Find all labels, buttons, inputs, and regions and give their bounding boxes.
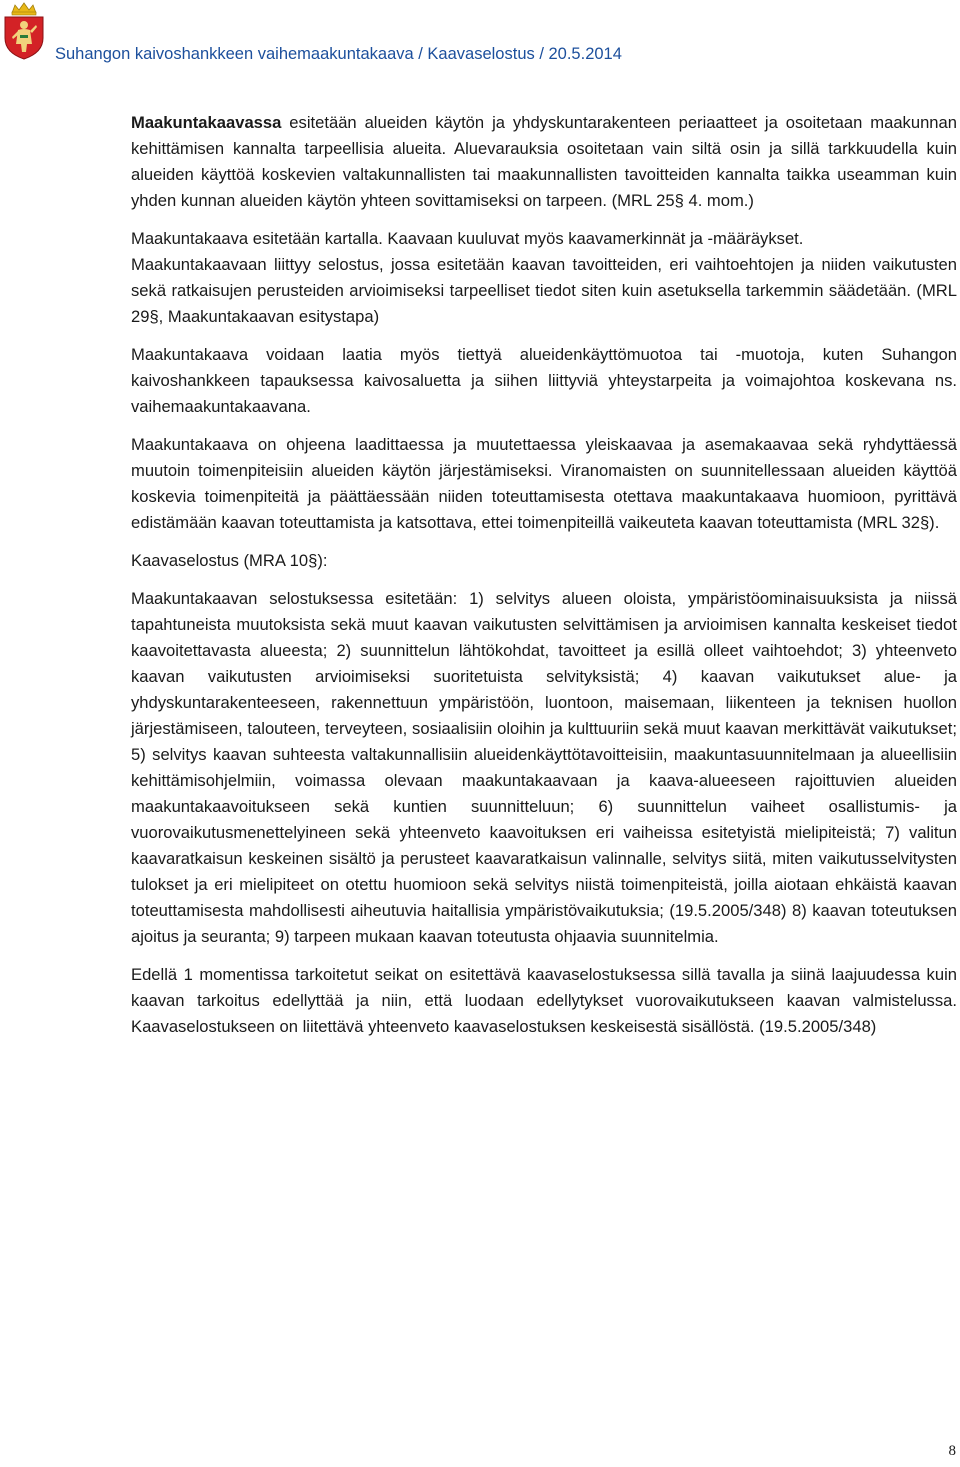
page-number: 8 [948, 1443, 956, 1459]
section-heading-kaavaselostus: Kaavaselostus (MRA 10§): [131, 551, 328, 570]
paragraph-selostuksen-sisalto: Maakuntakaavan selostuksessa esitetään: 1) selvitys alueen oloista, ympäristöominaisuuksista ja niissä tapahtuneista muutoksista sekä muut kaavan vaikutusten selvittämisen ja arvioimisen kannalta keskeiset tiedot kaavoitettavasta alueesta; 2) suunnittelun lähtökohdat, tavoitteet ja esillä olleet vaihtoehdot; 3) yhteenveto kaavan vaikutusten arvioimiseksi suoritetuista selvityksistä; 4) kaavan vaikutukset alue- ja yhdyskuntarakenteeseen, rakennettuun ympäristöön, luontoon, maisemaan, liikenteen ja teknisen huollon järjestämiseen, talouteen, terveyteen, sosiaalisiin oloihin ja kulttuuriin sekä muut kaavan merkittävät vaikutukset; 5) selvitys kaavan suhteesta valtakunnallisiin alueidenkäyttötavoitteisiin, maakuntasuunnitelmaan ja alueellisiin kehittämisohjelmiin, voimassa olevaan maakuntakaavaan ja kaava-alueeseen rajoittuvien alueiden maakuntakaavoitukseen sekä kuntien suunnitteluun; 6) suunnittelun vaiheet osallistumis- ja vuorovaikutusmenettelyineen sekä yhteenveto kaavoituksen eri vaiheissa esitetyistä mielipiteistä; 7) valitun kaavaratkaisun keskeinen sisältö ja perusteet kaavaratkaisun valinnalle, selvitys siitä, miten vaikutusselvitysten tulokset ja eri mielipiteet on otettu huomioon sekä selvitys niistä toimenpiteistä, joilla aiotaan ehkäistä kaavan toteuttamisesta mahdollisesti aiheutuvia haitallisia ympäristövaikutuksia; (19.5.2005/348) 8) kaavan toteutuksen ajoitus ja seuranta; 9) tarpeen mukaan kaavan toteutusta ohjaavia suunnitelmia. [131, 589, 957, 946]
term-maakuntakaavassa: Maakuntakaavassa [131, 113, 282, 132]
paragraph-selostus: Maakuntakaavaan liittyy selostus, jossa esitetään kaavan tavoitteiden, eri vaihtoehtojen ja niiden vaikutusten sekä ratkaisujen perusteiden arvioimiseksi tarpeelliset tiedot siten kuin asetuksella tarkemmin säädetään. (MRL 29§, Maakuntakaavan esitystapa) [131, 255, 957, 326]
paragraph-maakuntakaava-definition [131, 110, 957, 214]
document-body [131, 110, 957, 1052]
page-header [0, 0, 960, 70]
paragraph-edella: Edellä 1 momentissa tarkoitetut seikat on esitettävä kaavaselostuksessa sillä tavalla ja siinä laajuudessa kuin kaavan tarkoitus edellyttää ja niin, että luodaan edellytykset vuorovaikutukseen kaavan valmistelussa. Kaavaselostukseen on liitettävä yhteenveto kaavaselostuksen keskeisestä sisällöstä. (19.5.2005/348) [131, 965, 957, 1036]
paragraph-kartalla: Maakuntakaava esitetään kartalla. Kaavaan kuuluvat myös kaavamerkinnät ja -määräykset. [131, 229, 804, 248]
paragraph-vaihemaakuntakaava: Maakuntakaava voidaan laatia myös tiettyä alueidenkäyttömuotoa tai -muotoja, kuten Suhangon kaivoshankkeen tapauksessa kaivosaluetta ja siihen liittyviä yhteystarpeita ja voimajohtoa koskevana ns. vaihemaakuntakaavana. [131, 345, 957, 416]
document-header-title: Suhangon kaivoshankkeen vaihemaakuntakaava / Kaavaselostus / 20.5.2014 [55, 45, 622, 63]
paragraph-text: esitetään alueiden käytön ja yhdyskuntarakenteen periaatteet ja osoitetaan maakunnan kehittämisen kannalta tarpeellisia alueita. Aluevarauksia osoitetaan vain siltä osin ja sillä tarkkuudella kuin alueiden käyttöä koskevien valtakunnallisten tai maakunnallisten tavoitteiden kannalta taikka useamman kuin yhden kunnan alueiden käytön yhteen sovittamiseksi on tarpeen. (MRL 25§ 4. mom.) [131, 113, 957, 210]
paragraph-ohjeena: Maakuntakaava on ohjeena laadittaessa ja muutettaessa yleiskaavaa ja asemakaavaa sekä ryhdyttäessä muutoin toimenpiteisiin alueiden käytön järjestämiseksi. Viranomaisten on suunnitellessaan alueiden käyttöä koskevia toimenpiteitä ja päättäessään niiden toteuttamisesta otettava maakuntakaava huomioon, pyrittävä edistämään kaavan toteuttamista ja katsottava, ettei toimenpiteillä vaikeuteta kaavan toteuttamista (MRL 32§). [131, 435, 957, 532]
coat-of-arms-icon [3, 2, 45, 60]
